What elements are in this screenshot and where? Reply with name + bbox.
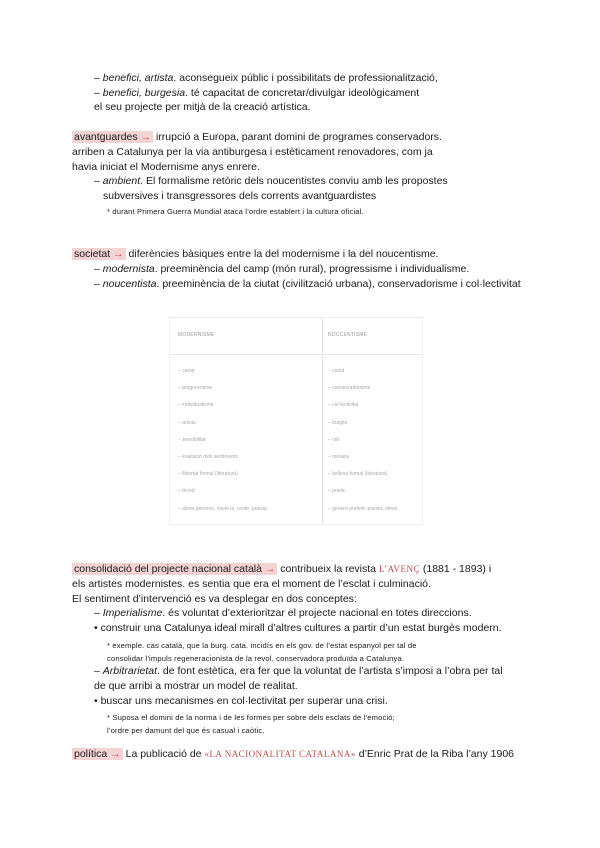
consolidacio-note2b: l’ordre per damunt del que és casual i caòtic. <box>107 726 265 735</box>
consolidacio-bullet2: • buscar uns mecanismes en col·lectivitat per superar una crisi. <box>94 695 388 707</box>
table-cell: – conservadorisme <box>328 385 371 392</box>
avantguardes-tag: avantguardes → <box>74 131 152 143</box>
table-cell: – sensibilitat <box>178 436 206 443</box>
consolidacio-note1b: consolidar l’impuls regeneracionista de la revol. conservadora produïda a Catalunya. <box>107 654 405 663</box>
benefici-artista-line: – benefici, artista. aconsegueix públic i possibilitats de professionalització, <box>94 72 438 84</box>
table-cell: – altres gèneres, novel·la, conte, poesia <box>178 505 267 512</box>
nacionalitat-title: «LA NACIONALITAT CATALANA» <box>204 749 356 759</box>
consolidacio-line1: consolidació del projecte nacional català → contribueix la revista L’AVENÇ (1881 - 1893) i <box>74 563 492 575</box>
societat-noucentista-line: – noucentista. preeminència de la ciutat (civilització urbana), conservadorisme i col·lectivitat <box>94 278 521 290</box>
consolidacio-tag: consolidació del projecte nacional català → <box>74 563 276 575</box>
table-cell: – individualisme <box>178 402 214 409</box>
consolidacio-note1a: * exemple. cas català, que la burg. cata. incidís en els gov. de l’estat espanyol per tal de <box>107 641 417 650</box>
table-divider <box>322 318 323 524</box>
avantguardes-ambient-line: – ambient. El formalisme retòric dels noucentistes conviu amb les propostes <box>94 175 448 187</box>
avantguardes-line1: avantguardes → irrupció a Europa, parant domini de programes conservadors. <box>74 131 442 143</box>
table-cell: – mesura <box>328 454 349 460</box>
avantguardes-note: * durant Primera Guerra Mundial ataca l’ordre establert i la cultura oficial. <box>107 207 364 216</box>
table-cell: – gènere preferit: poesia, obres <box>328 505 398 512</box>
arbitrarietat-line: – Arbitrarietat. de font estètica, era fer que la voluntat de l’artista s’imposi a l’obra per tal <box>94 665 503 677</box>
table-cell: – poeta <box>328 488 345 495</box>
table-cell: – col·lectivitat <box>328 402 359 409</box>
table-cell: – camp <box>178 368 195 374</box>
table-cell: – artista <box>178 419 196 426</box>
table-cell: – tècnic <box>178 488 196 495</box>
table-header-modernisme: MODERNISME <box>178 332 215 338</box>
consolidacio-bullet1: • construir una Catalunya ideal mirall d’altres cultures a partir d’un estat burgès modern. <box>94 622 502 634</box>
consolidacio-line3: El sentiment d’intervenció es va desplegar en dos conceptes: <box>72 593 357 605</box>
avenc-title: L’AVENÇ <box>378 564 420 574</box>
societat-modernista-line: – modernista. preeminència del camp (món rural), progressisme i individualisme. <box>94 263 470 275</box>
table-cell: – llibertat formal (literatura) <box>178 471 238 478</box>
table-cell: – bellesa formal (literatura) <box>328 471 388 478</box>
avantguardes-line3: havia iniciat el Modernisme anys enrere. <box>72 161 260 173</box>
consolidacio-line2: els artistes modernistes. es sentia que era el moment de l’esclat i culminació. <box>72 578 431 590</box>
avantguardes-line2: arriben a Catalunya per la via antiburgesa i estèticament renovadores, com ja <box>72 146 433 158</box>
block1-line3: el seu projecte per mitjà de la creació artística. <box>94 101 311 113</box>
table-cell: – progressisme <box>178 385 213 392</box>
societat-tag: societat → <box>74 248 124 260</box>
politica-line: política → La publicació de «LA NACIONALITAT CATALANA» d’Enric Prat de la Riba l’any 1906 <box>74 748 514 760</box>
consolidacio-note2a: * Suposa el domini de la norma i de les formes per sobre dels esclats de l’emoció; <box>107 713 395 722</box>
comparison-table <box>170 318 422 524</box>
table-cell: – burgès <box>328 419 348 426</box>
politica-tag: política → <box>74 748 121 760</box>
table-cell: – raó <box>328 436 340 443</box>
benefici-burgesia-line: – benefici, burgesia. té capacitat de concretar/divulgar ideològicament <box>94 87 420 99</box>
consolidacio-line7: de que arribi a mostrar un model de realitat. <box>94 680 298 692</box>
table-header-noucentisme: NOUCENTISME <box>328 332 368 338</box>
societat-line1: societat → diferències bàsiques entre la del modernisme i la del noucentisme. <box>74 248 439 260</box>
imperialisme-line: – Imperialisme. és voluntat d’exterioritzar el projecte nacional en totes direccions. <box>94 607 472 619</box>
avantguardes-line5: subversives i transgressores dels corrents avantguardistes <box>103 190 377 202</box>
table-cell: – ciutat <box>328 368 345 374</box>
table-cell: – exaltació dels sentiments <box>178 454 239 460</box>
